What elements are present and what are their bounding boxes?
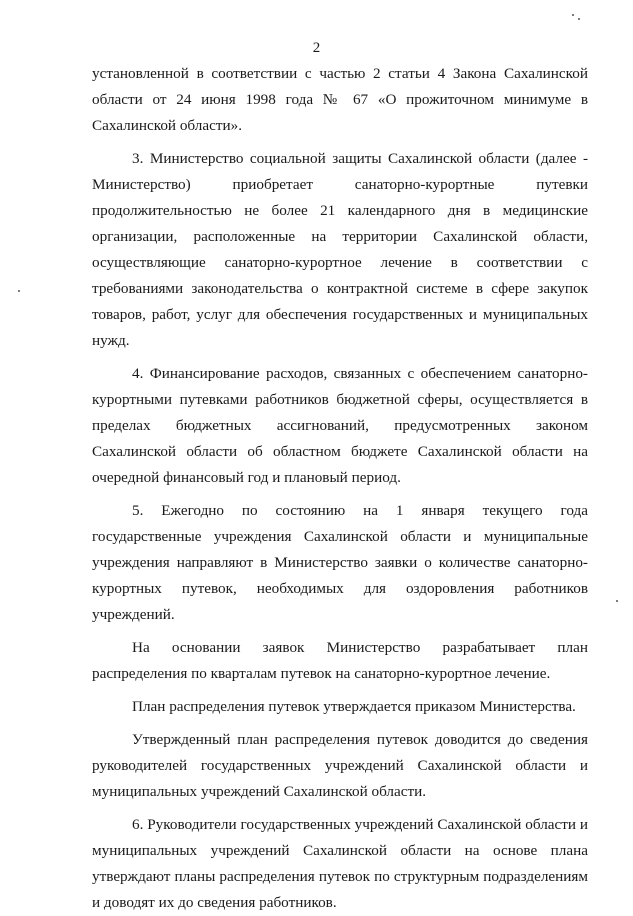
paragraph-plan-development: На основании заявок Министерство разрабатывает план распределения по кварталам путевок на санаторно-курортное лечение. xyxy=(92,639,588,682)
scan-speck xyxy=(578,18,580,20)
paragraph-plan-communication: Утвержденный план распределения путевок доводится до сведения руководителей государственных учреждений Сахалинской области и муниципальных учреждений Сахалинской области. xyxy=(92,731,588,800)
paragraph-item-5: 5. Ежегодно по состоянию на 1 января текущего года государственные учреждения Сахалинской области и муниципальные учреждения направляют в Министерство заявки о количестве санаторно-курортных путевок, необходимых для оздоровления работников учреждений. xyxy=(92,502,588,623)
paragraph-item-3: 3. Министерство социальной защиты Сахалинской области (далее - Министерство) приобретает санаторно-курортные путевки продолжительностью не более 21 календарного дня в медицинские организации, расположенные на территории Сахалинской области, осуществляющие санаторно-курортное лечение в соответствии с требованиями законодательства о контрактной системе в сфере закупок товаров, работ, услуг для обеспечения государственных и муниципальных нужд. xyxy=(92,150,588,349)
paragraph-continuation: установленной в соответствии с частью 2 статьи 4 Закона Сахалинской области от 24 июня 1998 года № 67 «О прожиточном минимуме в Сахалинской области». xyxy=(92,65,588,134)
scan-speck xyxy=(572,14,574,16)
paragraph-plan-approval: План распределения путевок утверждается приказом Министерства. xyxy=(132,698,576,715)
document-body xyxy=(92,61,588,916)
paragraph-item-6: 6. Руководители государственных учреждений Сахалинской области и муниципальных учреждений Сахалинской области на основе плана утверждают планы распределения путевок по структурным подразделениям и доводят их до сведения работников. xyxy=(92,816,588,911)
paragraph-item-4: 4. Финансирование расходов, связанных с обеспечением санаторно-курортными путевками работников бюджетной сферы, осуществляется в пределах бюджетных ассигнований, предусмотренных законом Сахалинской области об областном бюджете Сахалинской области на очередной финансовый год и плановый период. xyxy=(92,365,588,486)
scan-speck xyxy=(18,290,20,292)
scan-speck xyxy=(616,600,618,602)
page-number: 2 xyxy=(312,40,321,56)
